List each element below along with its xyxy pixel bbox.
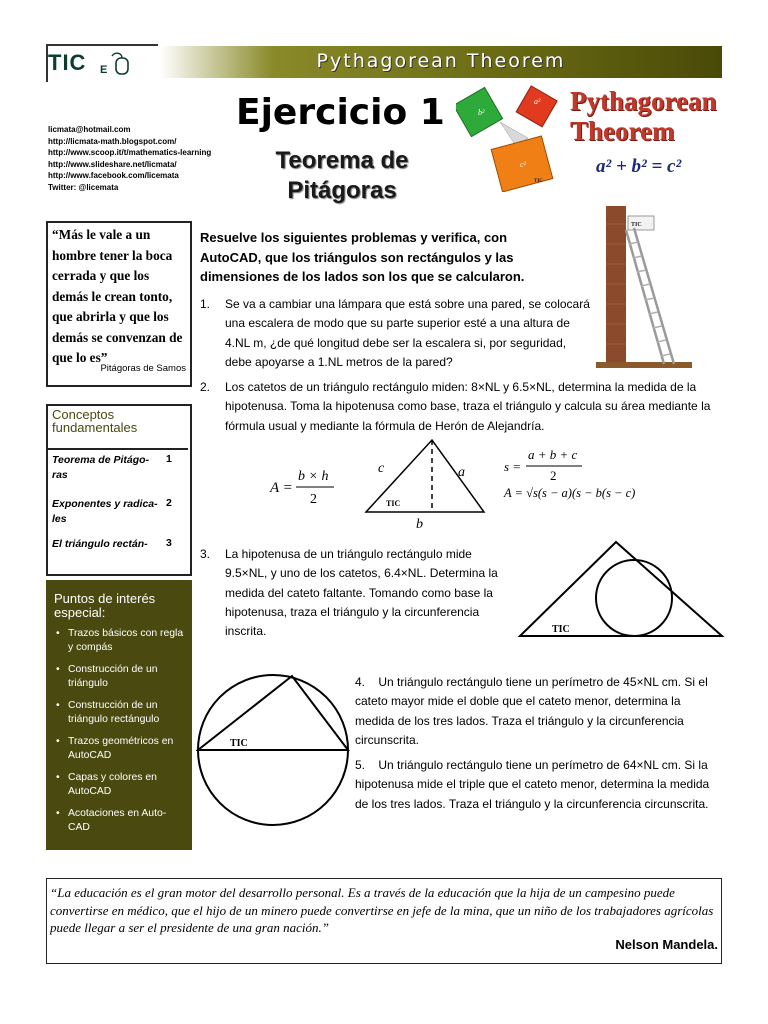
area-formula-numerator: b × h	[298, 469, 329, 484]
interest-item: • Construcción de un triángulo	[54, 663, 186, 691]
circumscribed-watermark: TIC	[230, 738, 248, 749]
mouse-icon	[108, 50, 134, 78]
problem-3-text: La hipotenusa de un triángulo rectángulo mide 9.5×NL, y uno de los catetos, 6.4×NL. Determina la medida del cateto faltante. Tomando como base la hipotenusa, traza el triángulo y la circunferencia inscrita.	[225, 547, 498, 639]
interest-item: • Construcción de un triángulo rectángulo	[54, 699, 186, 727]
circumscribed-circle-diagram	[196, 668, 350, 832]
problem-3	[200, 545, 515, 641]
page-subtitle: Teorema de Pitágoras	[275, 147, 409, 204]
mini-label-b: b	[502, 127, 505, 132]
interest-item: • Trazos geométricos en AutoCAD	[54, 735, 186, 763]
semiperimeter-denominator: 2	[550, 468, 557, 483]
mini-label-c: c	[518, 129, 521, 134]
toc-item-pythagoras[interactable]: Teorema de Pitágo-ras	[52, 454, 150, 481]
problem-4-text: Un triángulo rectángulo tiene un perímetro de 45×NL cm. Si el cateto mayor mide el doble que el cateto menor, determina la medida de los tres lados. Traza el triángulo y la circunferencia circunscrita.	[355, 675, 708, 747]
side-label-c: c	[378, 461, 385, 476]
interest-title: Puntos de interés especial:	[54, 591, 156, 620]
pythagorean-theorem-title: Pythagorean Theorem	[570, 86, 717, 146]
exercise-title: Ejercicio 1	[236, 92, 445, 133]
header-title: Pythagorean Theorem	[316, 50, 566, 72]
inscribed-watermark: TIC	[552, 624, 570, 635]
problem-2-text: Los catetos de un triángulo rectángulo miden: 8×NL y 6.5×NL, determina la medida de la hipotenusa. Toma la hipotenusa como base, traza el triángulo y calcula su área mediante la fórmula usual y mediante la fórmula de Herón de Alejandría.	[225, 380, 711, 433]
pythagorean-squares-graphic	[456, 82, 576, 192]
problem-1-number: 1.	[200, 297, 211, 311]
area-formula	[264, 460, 344, 510]
side-label-b: b	[416, 517, 423, 530]
contact-email: licmata@hotmail.com	[48, 125, 131, 134]
contact-twitter: Twitter: @licemata	[48, 182, 119, 192]
triangle-watermark: TIC	[386, 499, 401, 508]
toc-page-2: 2	[166, 497, 172, 509]
instructions-intro: Resuelve los siguientes problemas y verifica, con AutoCAD, que los triángulos son rectángulos y las dimensiones de los lados son los que se calcularon.	[200, 230, 525, 284]
contact-facebook-link[interactable]: http://www.facebook.com/licemata	[48, 171, 179, 181]
problem-2	[200, 378, 723, 436]
area-formula-denominator: 2	[310, 492, 317, 507]
semiperimeter-lhs: s =	[504, 459, 522, 474]
b-square-label: b²	[478, 108, 485, 117]
ladder-wall-illustration	[596, 204, 692, 368]
pythagorean-formula: a² + b² = c²	[596, 156, 682, 177]
semiperimeter-numerator: a + b + c	[528, 447, 578, 462]
problem-2-number: 2.	[200, 380, 211, 394]
contact-slideshare-link[interactable]: http://www.slideshare.net/licmata/	[48, 159, 177, 169]
area-formula-lhs: A =	[270, 480, 293, 496]
heron-formula	[500, 444, 670, 506]
mini-label-a: a	[512, 115, 515, 120]
problem-4	[355, 673, 723, 750]
toc-page-1: 1	[166, 453, 172, 465]
toc-item-right-triangle[interactable]: El triángulo rectán-	[52, 538, 148, 550]
problem-5-text: Un triángulo rectángulo tiene un perímetro de 64×NL cm. Si la hipotenusa mide el triple que el cateto menor, determina la medida de los tres lados. Traza el triángulo y la circunferencia circunscrita.	[355, 758, 710, 811]
problem-4-number: 4.	[355, 675, 366, 689]
interest-item: • Capas y colores en AutoCAD	[54, 771, 186, 799]
contact-blog-link[interactable]: http://licmata-math.blogspot.com/	[48, 136, 177, 146]
problem-3-number: 3.	[200, 547, 211, 561]
concepts-title: Conceptos fundamentales	[52, 407, 138, 435]
c-square-label: c²	[520, 160, 526, 169]
contact-list	[48, 124, 230, 194]
mandela-quote: “La educación es el gran motor del desarrollo personal. Es a través de la educación que la hija de un campesino puede convertirse en médico, que el hijo de un minero puede convertirse en jefe de la mina, que un niño de los trabajadores agrícolas puede llegar a ser el presidente de una gran nación.”	[50, 885, 714, 935]
interest-list	[54, 627, 186, 843]
tic-logo-sub: E	[100, 64, 108, 76]
pythagorean-logo-watermark: TIC	[534, 179, 543, 184]
problem-1	[200, 295, 590, 372]
toc-page-3: 3	[166, 537, 172, 549]
a-square-label: a²	[534, 97, 541, 106]
heron-area-formula: A = √s(s − a)(s − b(s − c)	[504, 486, 636, 500]
triangle-diagram	[360, 434, 490, 530]
pythagoras-quote: “Más le vale a un hombre tener la boca cerrada y que los demás le crean tonto, que abrirla y que los demás se convenzan de que lo es”	[52, 227, 183, 365]
ladder-watermark: TIC	[631, 222, 642, 228]
interest-item: • Trazos básicos con regla y compás	[54, 627, 186, 655]
tic-logo: TIC	[48, 50, 87, 75]
problem-5-number: 5.	[355, 758, 366, 772]
problem-5	[355, 756, 723, 814]
contact-scoop-link[interactable]: http://www.scoop.it/t/mathematics-learning	[48, 148, 212, 158]
quote-author: Pitágoras de Samos	[100, 363, 186, 374]
side-label-a: a	[458, 465, 465, 480]
inscribed-circle-diagram	[516, 538, 726, 642]
toc-item-exponents[interactable]: Exponentes y radica-les	[52, 498, 158, 525]
problem-1-text: Se va a cambiar una lámpara que está sobre una pared, se colocará una escalera de modo que su parte superior esté a una altura de 4.NL m, ¿de qué longitud debe ser la escalera si, por seguridad, debe apoyarse a 1.NL metros de la pared?	[225, 297, 590, 369]
interest-item: • Acotaciones en Auto-CAD	[54, 807, 186, 835]
mandela-quote-author: Nelson Mandela.	[615, 937, 718, 952]
